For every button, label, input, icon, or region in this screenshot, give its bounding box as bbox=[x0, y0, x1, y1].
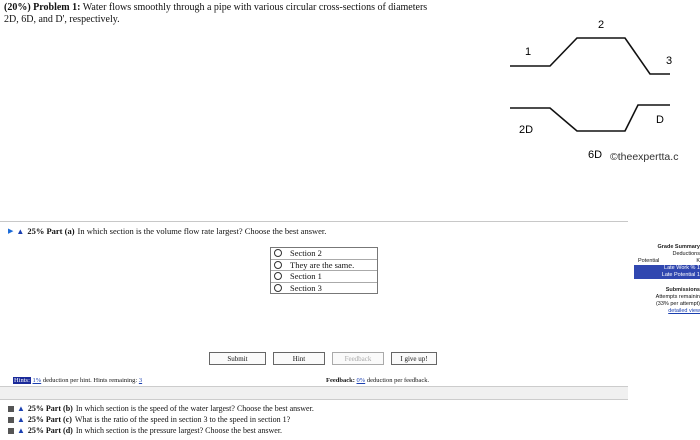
warning-icon: ▲ bbox=[17, 426, 25, 435]
part-d-label: 25% Part (d) bbox=[27, 426, 73, 435]
feedback-label: Feedback: bbox=[326, 377, 355, 384]
label-d: D bbox=[656, 114, 664, 126]
label-section-1: 1 bbox=[525, 46, 532, 58]
give-up-button[interactable]: I give up! bbox=[391, 352, 437, 365]
late-potential-label: Late Potential 1 bbox=[634, 272, 700, 279]
watermark: ©theexpertta.c bbox=[610, 151, 679, 163]
choice-label: Section 3 bbox=[290, 282, 322, 293]
choice-label: Section 1 bbox=[290, 271, 322, 282]
collapse-triangle-icon[interactable]: ▶ bbox=[8, 227, 14, 235]
submissions-label: Submissions bbox=[665, 287, 700, 293]
hints-text: deduction per hint. Hints remaining: bbox=[42, 377, 138, 384]
part-d-question: In which section is the pressure largest? Choose the best answer. bbox=[75, 426, 283, 435]
choice-section-1[interactable] bbox=[271, 271, 377, 283]
part-a-header bbox=[8, 226, 326, 236]
grade-summary-title: Grade Summary bbox=[657, 244, 700, 250]
part-b-label: 25% Part (b) bbox=[27, 404, 73, 413]
part-status-icon bbox=[8, 417, 14, 423]
feedback-button[interactable]: Feedback bbox=[332, 352, 384, 365]
other-parts bbox=[8, 403, 314, 436]
hints-label: Hints: bbox=[14, 377, 30, 384]
label-2d: 2D bbox=[519, 124, 534, 136]
feedback-info bbox=[326, 377, 429, 384]
warning-icon: ▲ bbox=[17, 404, 25, 413]
pipe-diagram bbox=[470, 8, 700, 203]
problem-text-2: 2D, 6D, and D', respectively. bbox=[4, 14, 120, 25]
choice-section-2[interactable] bbox=[271, 248, 377, 260]
grade-summary bbox=[634, 244, 700, 315]
choice-same[interactable] bbox=[271, 260, 377, 272]
radio-icon[interactable] bbox=[274, 249, 282, 257]
label-section-3: 3 bbox=[666, 55, 673, 67]
radio-icon[interactable] bbox=[274, 284, 282, 292]
label-section-2: 2 bbox=[598, 19, 605, 31]
part-d-row[interactable] bbox=[8, 425, 314, 436]
feedback-text: deduction per feedback. bbox=[366, 377, 430, 384]
late-work-label: Late Work % 1 bbox=[634, 265, 700, 272]
warning-icon: ▲ bbox=[16, 226, 25, 236]
part-c-label: 25% Part (c) bbox=[27, 415, 72, 424]
section-divider-top bbox=[0, 221, 628, 222]
part-a-label: 25% Part (a) bbox=[27, 226, 75, 236]
hint-deduction-pct: 1% bbox=[32, 377, 42, 384]
potential-value: K bbox=[696, 258, 700, 264]
problem-header: (20%) Problem 1: bbox=[4, 2, 81, 13]
radio-icon[interactable] bbox=[274, 261, 282, 269]
submit-button[interactable]: Submit bbox=[209, 352, 266, 365]
feedback-deduction-pct: 0% bbox=[356, 377, 366, 384]
hints-remaining: 3 bbox=[138, 377, 143, 384]
action-buttons bbox=[209, 352, 437, 365]
part-status-icon bbox=[8, 428, 14, 434]
part-status-icon bbox=[8, 406, 14, 412]
choice-label: They are the same. bbox=[290, 259, 355, 270]
warning-icon: ▲ bbox=[17, 415, 25, 424]
detailed-view-link[interactable]: detailed view bbox=[668, 308, 700, 314]
part-b-question: In which section is the speed of the water largest? Choose the best answer. bbox=[75, 404, 314, 413]
feedback-bar bbox=[0, 386, 628, 400]
hints-info bbox=[13, 377, 142, 384]
choice-label: Section 2 bbox=[290, 248, 322, 259]
label-6d: 6D bbox=[588, 149, 603, 161]
problem-text-1: Water flows smoothly through a pipe with various circular cross-sections of diameters bbox=[82, 2, 428, 13]
potential-label: Potential bbox=[638, 258, 660, 264]
hint-button[interactable]: Hint bbox=[273, 352, 325, 365]
radio-icon[interactable] bbox=[274, 272, 282, 280]
part-c-question: What is the ratio of the speed in section 3 to the speed in section 1? bbox=[74, 415, 291, 424]
part-b-row[interactable] bbox=[8, 403, 314, 414]
part-a-question: In which section is the volume flow rate largest? Choose the best answer. bbox=[77, 226, 327, 236]
answer-choices bbox=[270, 247, 378, 294]
deductions-label: Deductions bbox=[672, 251, 700, 257]
per-attempt: (33% per attempt) bbox=[655, 301, 700, 307]
problem-statement bbox=[4, 2, 427, 26]
pipe-outline bbox=[510, 38, 673, 131]
choice-section-3[interactable] bbox=[271, 283, 377, 294]
attempts-remaining: Attempts remainin bbox=[655, 294, 700, 300]
part-c-row[interactable] bbox=[8, 414, 314, 425]
